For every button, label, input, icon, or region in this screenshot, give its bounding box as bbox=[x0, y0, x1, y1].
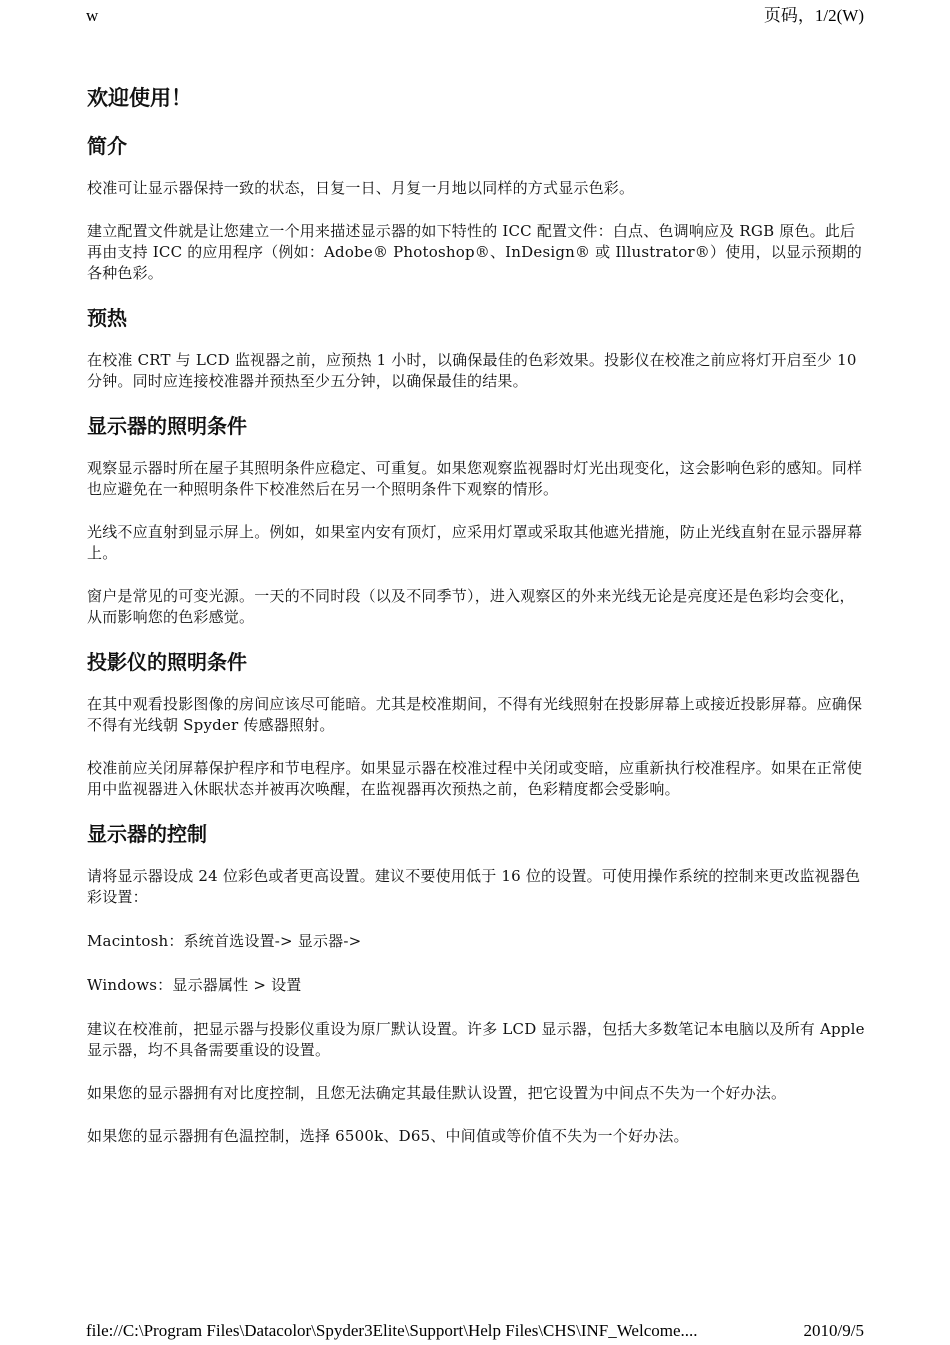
print-footer bbox=[86, 1321, 864, 1341]
display-controls-paragraph-3: 如果您的显示器拥有对比度控制，且您无法确定其最佳默认设置，把它设置为中间点不失为一个好办法。 bbox=[87, 1084, 787, 1102]
section-heading-display-lighting: 显示器的照明条件 bbox=[87, 414, 247, 438]
page-title: 欢迎使用！ bbox=[87, 86, 192, 110]
section-heading-intro: 简介 bbox=[87, 134, 127, 158]
section-heading-display-controls: 显示器的控制 bbox=[87, 822, 207, 846]
projector-lighting-paragraph-1: 在其中观看投影图像的房间应该尽可能暗。尤其是校准期间，不得有光线照射在投影屏幕上或接近投影屏幕。应确保不得有光线朝 Spyder 传感器照射。 bbox=[87, 695, 863, 734]
display-controls-paragraph-1: 请将显示器设成 24 位彩色或者更高设置。建议不要使用低于 16 位的设置。可使用操作系统的控制来更改监视器色彩设置： bbox=[87, 867, 861, 906]
macintosh-settings-path: Macintosh：系统首选设置-> 显示器-> bbox=[87, 932, 362, 950]
projector-lighting-paragraph-2: 校准前应关闭屏幕保护程序和节电程序。如果显示器在校准过程中关闭或变暗，应重新执行校准程序。如果在正常使用中监视器进入休眠状态并被再次唤醒，在监视器再次预热之前，色彩精度都会受影响。 bbox=[87, 759, 863, 798]
display-lighting-paragraph-3: 窗户是常见的可变光源。一天的不同时段（以及不同季节），进入观察区的外来光线无论是亮度还是色彩均会变化，从而影响您的色彩感觉。 bbox=[87, 587, 855, 626]
display-lighting-paragraph-1: 观察显示器时所在屋子其照明条件应稳定、可重复。如果您观察监视器时灯光出现变化，这会影响色彩的感知。同样也应避免在一种照明条件下校准然后在另一个照明条件下观察的情形。 bbox=[87, 459, 863, 498]
windows-settings-path: Windows：显示器属性 > 设置 bbox=[87, 976, 302, 994]
print-date: 2010/9/5 bbox=[803, 1321, 864, 1340]
warmup-paragraph-1: 在校准 CRT 与 LCD 监视器之前，应预热 1 小时，以确保最佳的色彩效果。投影仪在校准之前应将灯开启至少 10 分钟。同时应连接校准器并预热至少五分钟，以确保最佳的结果。 bbox=[87, 351, 857, 390]
page-number: 页码，1/2(W) bbox=[763, 6, 864, 25]
display-controls-paragraph-2: 建议在校准前，把显示器与投影仪重设为原厂默认设置。许多 LCD 显示器，包括大多数笔记本电脑以及所有 Apple 显示器，均不具备需要重设的设置。 bbox=[87, 1020, 865, 1059]
intro-paragraph-2: 建立配置文件就是让您建立一个用来描述显示器的如下特性的 ICC 配置文件：白点、色调响应及 RGB 原色。此后再由支持 ICC 的应用程序（例如：Adobe® Photoshop®、InDesign® 或 Illustrator®）使用，以显示预期的各种色彩。 bbox=[87, 222, 862, 282]
display-controls-paragraph-4: 如果您的显示器拥有色温控制，选择 6500k、D65、中间值或等价值不失为一个好办法。 bbox=[87, 1127, 689, 1145]
file-path: file://C:\Program Files\Datacolor\Spyder3Elite\Support\Help Files\CHS\INF_Welcome.... bbox=[86, 1321, 698, 1340]
intro-paragraph-1: 校准可让显示器保持一致的状态，日复一日、月复一月地以同样的方式显示色彩。 bbox=[87, 179, 635, 197]
section-heading-projector-lighting: 投影仪的照明条件 bbox=[87, 650, 247, 674]
print-header bbox=[86, 1, 864, 26]
print-header-left: w bbox=[86, 6, 99, 25]
document-body bbox=[87, 84, 867, 1169]
section-heading-warmup: 预热 bbox=[87, 306, 127, 330]
display-lighting-paragraph-2: 光线不应直射到显示屏上。例如，如果室内安有顶灯，应采用灯罩或采取其他遮光措施，防止光线直射在显示器屏幕上。 bbox=[87, 523, 863, 562]
